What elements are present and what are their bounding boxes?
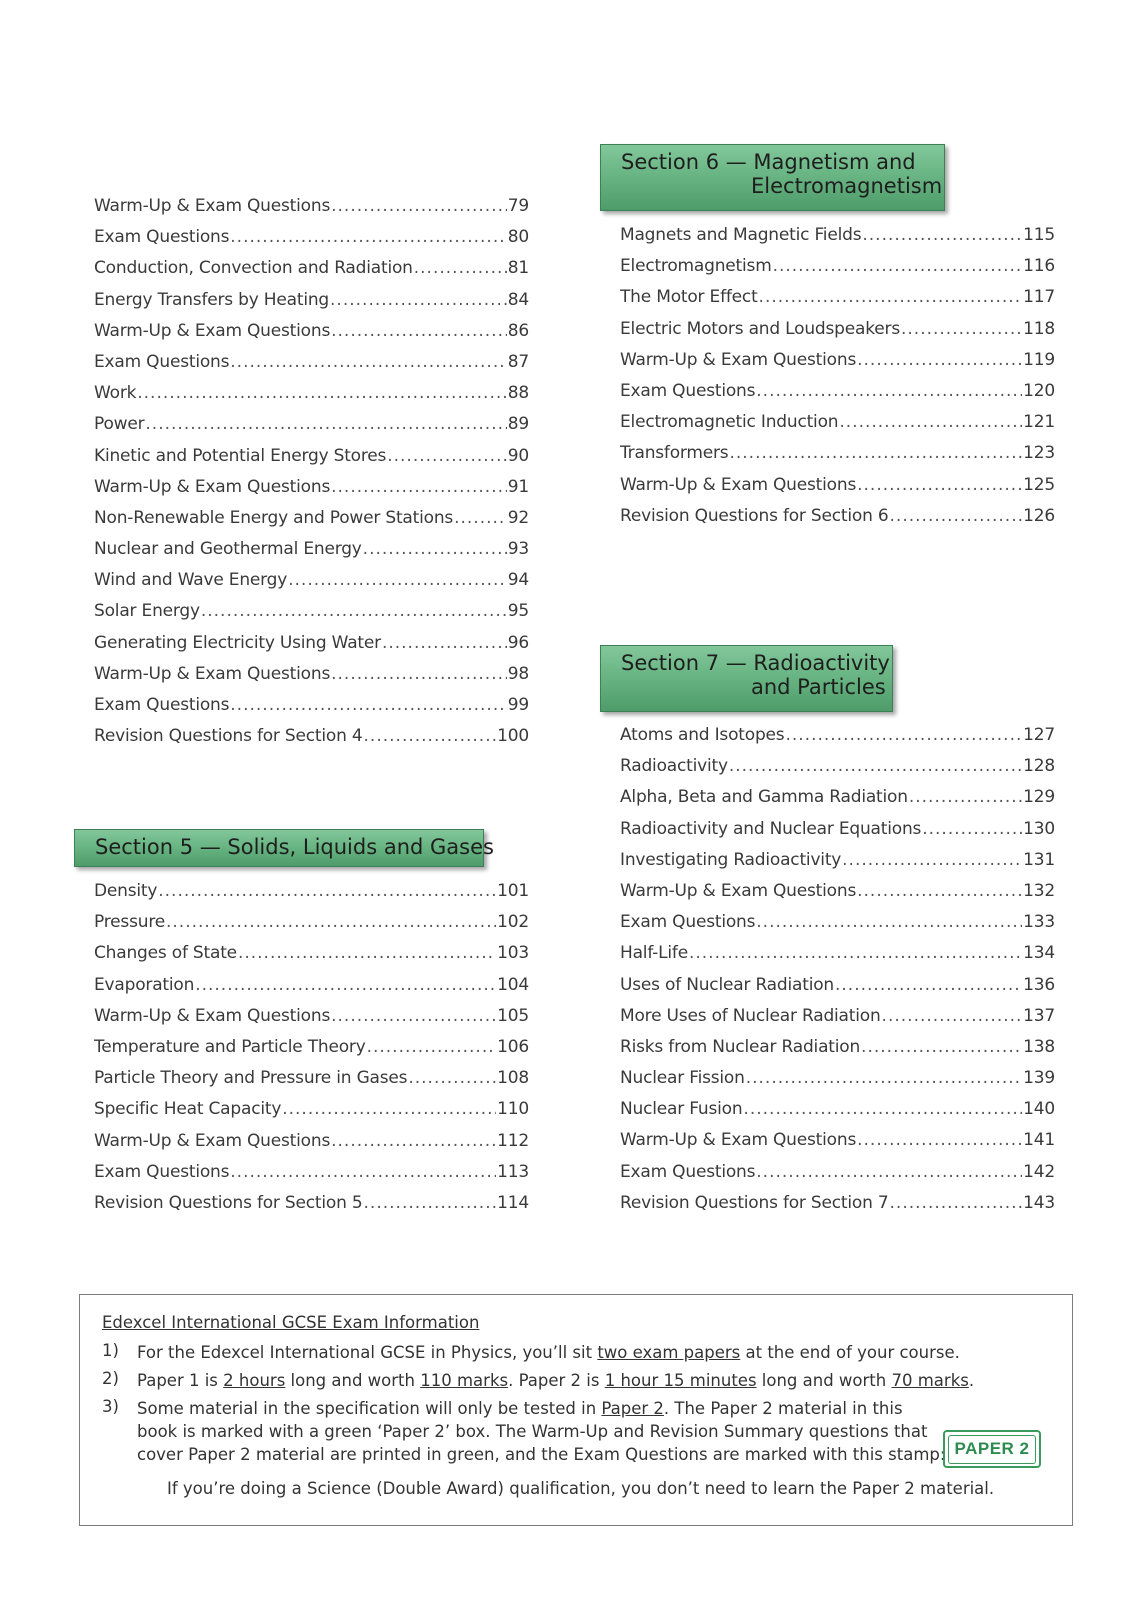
text-run: For the Edexcel International GCSE in Physics, you’ll sit <box>137 1343 598 1362</box>
toc-leader-dots <box>839 412 1022 432</box>
toc-leader-dots <box>882 1006 1023 1026</box>
toc-entry-title: Non-Renewable Energy and Power Stations <box>94 507 454 528</box>
toc-entry-title: Warm-Up & Exam Questions <box>94 476 331 497</box>
toc-leader-dots <box>414 258 507 278</box>
toc-entry <box>620 287 1055 318</box>
toc-leader-dots <box>743 1099 1022 1119</box>
toc-entry-title: Kinetic and Potential Energy Stores <box>94 445 387 466</box>
toc-entry <box>620 256 1055 287</box>
toc-entry-title: Radioactivity and Nuclear Equations <box>620 818 922 839</box>
toc-entry-title: Wind and Wave Energy <box>94 570 288 591</box>
toc-entry-title: Warm-Up & Exam Questions <box>94 1130 331 1151</box>
toc-entry-title: Revision Questions for Section 7 <box>620 1192 889 1213</box>
toc-leader-dots <box>756 381 1022 401</box>
toc-entry <box>620 225 1055 256</box>
toc-list-section7 <box>620 725 1055 1224</box>
toc-entry <box>94 1193 529 1224</box>
toc-entry <box>620 1037 1055 1068</box>
toc-entry <box>620 506 1055 537</box>
toc-entry <box>94 196 529 227</box>
toc-entry <box>94 975 529 1006</box>
toc-leader-dots <box>230 695 506 715</box>
toc-entry-title: Density <box>94 881 158 901</box>
item-number: 1) <box>102 1341 119 1360</box>
text-run: long and worth <box>756 1371 892 1390</box>
toc-entry <box>620 1068 1055 1099</box>
toc-entry <box>94 601 529 632</box>
toc-entry-page: 141 <box>1023 1130 1055 1151</box>
toc-leader-dots <box>689 943 1022 963</box>
text-run: . Paper 2 is <box>508 1371 605 1390</box>
toc-entry-page: 125 <box>1023 474 1055 495</box>
toc-leader-dots <box>387 446 507 466</box>
toc-entry-title: Exam Questions <box>94 1161 230 1182</box>
toc-entry-title: Electric Motors and Loudspeakers <box>620 318 900 339</box>
toc-entry-page: 112 <box>497 1130 529 1151</box>
toc-list-section4 <box>94 196 529 757</box>
toc-entry-page: 132 <box>1023 880 1055 901</box>
toc-leader-dots <box>230 352 506 372</box>
toc-entry <box>94 446 529 477</box>
toc-entry <box>620 319 1055 350</box>
toc-leader-dots <box>835 975 1022 995</box>
toc-leader-dots <box>890 1193 1023 1213</box>
toc-entry-page: 142 <box>1023 1161 1055 1182</box>
toc-entry <box>94 227 529 258</box>
toc-leader-dots <box>331 1006 496 1026</box>
toc-leader-dots <box>857 350 1022 370</box>
toc-entry-page: 92 <box>507 507 529 528</box>
toc-entry <box>620 881 1055 912</box>
text-run: . <box>968 1371 975 1390</box>
paper2-stamp <box>943 1430 1041 1468</box>
toc-entry-title: Changes of State <box>94 943 237 964</box>
toc-entry <box>94 1099 529 1130</box>
toc-leader-dots <box>773 256 1023 276</box>
toc-entry <box>94 477 529 508</box>
toc-entry <box>94 943 529 974</box>
toc-entry-title: Risks from Nuclear Radiation <box>620 1036 861 1057</box>
toc-entry-page: 119 <box>1023 349 1055 370</box>
item-text <box>137 1397 945 1466</box>
toc-leader-dots <box>909 787 1022 807</box>
toc-entry-page: 136 <box>1023 974 1055 995</box>
toc-leader-dots <box>729 443 1022 463</box>
toc-leader-dots <box>201 601 507 621</box>
underlined-text: 1 hour 15 minutes <box>604 1371 757 1390</box>
toc-entry <box>620 850 1055 881</box>
text-run: Some material in the specification will only be tested in <box>137 1399 602 1418</box>
toc-entry-page: 88 <box>507 383 529 404</box>
toc-entry <box>94 912 529 943</box>
underlined-text: Paper 2 <box>601 1399 664 1418</box>
toc-entry <box>94 1068 529 1099</box>
toc-entry-page: 104 <box>497 974 529 995</box>
toc-entry <box>94 414 529 445</box>
text-run: at the end of your course. <box>740 1343 960 1362</box>
toc-entry-title: Warm-Up & Exam Questions <box>620 1130 857 1151</box>
toc-entry-title: Exam Questions <box>620 380 756 401</box>
toc-entry-title: Warm-Up & Exam Questions <box>94 663 331 684</box>
toc-leader-dots <box>364 1193 497 1213</box>
toc-entry <box>620 787 1055 818</box>
toc-leader-dots <box>785 725 1022 745</box>
toc-entry-page: 130 <box>1023 818 1055 839</box>
toc-entry-page: 103 <box>497 943 529 964</box>
toc-leader-dots <box>195 975 496 995</box>
toc-leader-dots <box>382 633 507 653</box>
toc-entry-page: 99 <box>507 695 529 715</box>
exam-info-item-1 <box>102 1341 960 1364</box>
underlined-text: 110 marks <box>420 1371 509 1390</box>
toc-entry-title: Nuclear Fission <box>620 1068 745 1089</box>
toc-entry-page: 140 <box>1023 1099 1055 1120</box>
toc-entry-title: Exam Questions <box>94 695 230 715</box>
section6-heading-line1: Section 6 — Magnetism and <box>621 150 916 174</box>
toc-entry-page: 127 <box>1023 725 1055 745</box>
toc-entry-title: Transformers <box>620 443 729 464</box>
toc-leader-dots <box>408 1068 496 1088</box>
exam-info-footer: If you’re doing a Science (Double Award) qualification, you don’t need to learn the Paper 2 material. <box>167 1479 995 1498</box>
toc-entry-title: Nuclear and Geothermal Energy <box>94 539 362 560</box>
text-run: book is marked with a green ‘Paper 2’ box. The Warm-Up and Revision Summary questions that <box>137 1422 928 1441</box>
toc-entry <box>620 943 1055 974</box>
toc-leader-dots <box>842 850 1022 870</box>
toc-leader-dots <box>145 414 506 434</box>
toc-entry <box>94 726 529 757</box>
toc-entry-page: 110 <box>497 1099 529 1120</box>
toc-leader-dots <box>756 912 1022 932</box>
toc-entry-title: Alpha, Beta and Gamma Radiation <box>620 787 908 808</box>
toc-entry-title: Radioactivity <box>620 756 728 777</box>
item-text <box>137 1369 974 1392</box>
toc-entry-page: 128 <box>1023 756 1055 777</box>
text-run: long and worth <box>285 1371 421 1390</box>
toc-entry-page: 102 <box>497 912 529 933</box>
toc-leader-dots <box>857 881 1022 901</box>
text-run: cover Paper 2 material are printed in green, and the Exam Questions are marked with this stamp: <box>137 1445 946 1464</box>
toc-leader-dots <box>158 881 496 901</box>
toc-leader-dots <box>137 383 507 403</box>
toc-entry <box>620 725 1055 756</box>
toc-entry-page: 94 <box>507 570 529 591</box>
toc-leader-dots <box>756 1162 1022 1182</box>
toc-leader-dots <box>364 726 497 746</box>
toc-entry-title: Electromagnetic Induction <box>620 412 839 433</box>
toc-entry-title: Exam Questions <box>94 351 230 372</box>
toc-entry <box>620 350 1055 381</box>
toc-entry-page: 95 <box>507 601 529 622</box>
toc-entry-page: 131 <box>1023 849 1055 870</box>
text-run: Paper 1 is <box>137 1371 224 1390</box>
toc-leader-dots <box>367 1037 497 1057</box>
toc-entry-title: Half-Life <box>620 943 688 964</box>
toc-entry-title: Warm-Up & Exam Questions <box>620 474 857 495</box>
toc-entry-title: Revision Questions for Section 6 <box>620 505 889 526</box>
toc-entry-page: 121 <box>1023 412 1055 433</box>
toc-entry <box>94 633 529 664</box>
toc-entry-title: Nuclear Fusion <box>620 1099 743 1120</box>
underlined-text: two exam papers <box>597 1343 741 1362</box>
toc-leader-dots <box>230 1162 496 1182</box>
toc-entry <box>94 1162 529 1193</box>
toc-entry <box>94 383 529 414</box>
toc-entry-title: Specific Heat Capacity <box>94 1099 282 1120</box>
toc-entry <box>620 756 1055 787</box>
toc-entry <box>94 881 529 912</box>
underlined-text: 70 marks <box>891 1371 969 1390</box>
toc-entry <box>94 539 529 570</box>
toc-leader-dots <box>288 570 507 590</box>
toc-entry-title: Warm-Up & Exam Questions <box>94 320 331 341</box>
toc-entry <box>94 570 529 601</box>
toc-entry-title: Warm-Up & Exam Questions <box>94 196 331 216</box>
toc-entry-page: 126 <box>1023 505 1055 526</box>
toc-entry-page: 114 <box>497 1192 529 1213</box>
exam-info-title: Edexcel International GCSE Exam Information <box>102 1313 480 1332</box>
toc-entry <box>620 443 1055 474</box>
toc-leader-dots <box>363 539 507 559</box>
toc-entry <box>620 1099 1055 1130</box>
toc-entry <box>94 664 529 695</box>
toc-entry-title: Generating Electricity Using Water <box>94 632 381 653</box>
toc-entry-page: 86 <box>507 320 529 341</box>
toc-leader-dots <box>331 321 507 341</box>
section7-heading-line1: Section 7 — Radioactivity <box>621 651 890 675</box>
toc-leader-dots <box>282 1099 496 1119</box>
toc-entry <box>94 508 529 539</box>
toc-entry <box>620 912 1055 943</box>
toc-entry-title: Uses of Nuclear Radiation <box>620 974 834 995</box>
toc-leader-dots <box>861 1037 1022 1057</box>
toc-entry-title: Pressure <box>94 912 165 933</box>
toc-entry <box>94 1006 529 1037</box>
toc-section5-column <box>94 881 529 1224</box>
toc-entry-title: Temperature and Particle Theory <box>94 1036 366 1057</box>
toc-leader-dots <box>166 912 496 932</box>
toc-section7-column <box>620 725 1055 1224</box>
toc-entry-page: 143 <box>1023 1192 1055 1213</box>
text-run: . The Paper 2 material in this <box>663 1399 903 1418</box>
toc-entry <box>620 412 1055 443</box>
toc-entry-page: 90 <box>507 445 529 466</box>
toc-entry <box>620 475 1055 506</box>
toc-entry-page: 101 <box>497 881 529 901</box>
toc-entry-title: Magnets and Magnetic Fields <box>620 225 862 245</box>
toc-entry-page: 133 <box>1023 912 1055 933</box>
toc-entry-page: 84 <box>507 289 529 310</box>
toc-entry-page: 93 <box>507 539 529 560</box>
toc-entry-page: 113 <box>497 1161 529 1182</box>
toc-leader-dots <box>857 1130 1022 1150</box>
toc-entry-title: Revision Questions for Section 4 <box>94 726 363 747</box>
paper2-stamp-label: PAPER 2 <box>948 1435 1036 1464</box>
toc-entry-page: 138 <box>1023 1036 1055 1057</box>
toc-entry-page: 105 <box>497 1005 529 1026</box>
toc-entry <box>94 695 529 726</box>
toc-entry-title: Exam Questions <box>620 912 756 933</box>
toc-entry-page: 98 <box>507 663 529 684</box>
toc-entry-page: 137 <box>1023 1005 1055 1026</box>
toc-entry-title: Revision Questions for Section 5 <box>94 1192 363 1213</box>
toc-entry-page: 87 <box>507 351 529 372</box>
toc-leader-dots <box>331 196 507 216</box>
toc-entry <box>94 321 529 352</box>
toc-entry-page: 79 <box>507 196 529 216</box>
toc-entry-title: Power <box>94 414 145 435</box>
toc-leader-dots <box>331 664 507 684</box>
toc-entry-page: 116 <box>1023 256 1055 277</box>
section6-heading-box <box>600 144 945 211</box>
toc-entry-page: 89 <box>507 414 529 435</box>
toc-entry-title: Warm-Up & Exam Questions <box>620 349 857 370</box>
section5-heading-box <box>74 829 494 867</box>
toc-leader-dots <box>330 290 507 310</box>
toc-entry-title: Work <box>94 383 137 404</box>
toc-leader-dots <box>857 475 1022 495</box>
toc-entry-title: Solar Energy <box>94 601 200 622</box>
toc-entry-title: Exam Questions <box>620 1161 756 1182</box>
toc-entry-page: 118 <box>1023 318 1055 339</box>
toc-entry <box>620 1193 1055 1224</box>
section5-heading: Section 5 — Solids, Liquids and Gases <box>95 835 494 859</box>
toc-entry-page: 106 <box>497 1036 529 1057</box>
toc-entry-page: 139 <box>1023 1068 1055 1089</box>
toc-entry-page: 134 <box>1023 943 1055 964</box>
toc-entry-title: Investigating Radioactivity <box>620 849 842 870</box>
toc-entry-page: 96 <box>507 632 529 653</box>
toc-entry <box>94 258 529 289</box>
toc-leader-dots <box>746 1068 1022 1088</box>
toc-leader-dots <box>238 943 496 963</box>
toc-leader-dots <box>230 227 506 247</box>
exam-info-box <box>79 1294 1073 1526</box>
item-text <box>137 1341 960 1364</box>
underlined-text: 2 hours <box>223 1371 286 1390</box>
section7-heading-box <box>600 645 893 712</box>
toc-entry-title: Evaporation <box>94 974 195 995</box>
toc-leader-dots <box>890 506 1023 526</box>
toc-entry-title: Exam Questions <box>94 227 230 248</box>
exam-info-item-3 <box>102 1397 945 1466</box>
toc-entry-title: Conduction, Convection and Radiation <box>94 258 413 279</box>
exam-info-item-2 <box>102 1369 974 1392</box>
toc-entry <box>94 352 529 383</box>
toc-leader-dots <box>862 225 1022 245</box>
toc-entry-page: 91 <box>507 476 529 497</box>
toc-entry-title: Atoms and Isotopes <box>620 725 785 745</box>
toc-entry-page: 115 <box>1023 225 1055 245</box>
toc-entry <box>94 290 529 321</box>
toc-entry-page: 117 <box>1023 287 1055 308</box>
toc-entry-title: Particle Theory and Pressure in Gases <box>94 1068 408 1089</box>
toc-entry-title: Electromagnetism <box>620 256 772 277</box>
section6-heading-line2: Electromagnetism <box>751 174 943 198</box>
toc-entry <box>620 819 1055 850</box>
toc-section6-column <box>620 225 1055 537</box>
toc-entry <box>94 1037 529 1068</box>
toc-leader-dots <box>922 819 1022 839</box>
toc-leader-dots <box>331 1131 496 1151</box>
toc-entry <box>94 1131 529 1162</box>
item-number: 3) <box>102 1397 119 1416</box>
toc-entry <box>620 1162 1055 1193</box>
toc-leader-dots <box>901 319 1022 339</box>
toc-entry <box>620 1006 1055 1037</box>
toc-entry-page: 100 <box>497 726 529 747</box>
item-number: 2) <box>102 1369 119 1388</box>
toc-leader-dots <box>454 508 507 528</box>
toc-entry-title: More Uses of Nuclear Radiation <box>620 1005 881 1026</box>
toc-list-section6 <box>620 225 1055 537</box>
toc-left-column <box>94 196 529 757</box>
toc-leader-dots <box>759 287 1023 307</box>
toc-entry <box>620 975 1055 1006</box>
toc-entry-title: Warm-Up & Exam Questions <box>94 1005 331 1026</box>
toc-entry-title: Warm-Up & Exam Questions <box>620 880 857 901</box>
toc-entry-title: Energy Transfers by Heating <box>94 289 330 310</box>
toc-entry-page: 120 <box>1023 380 1055 401</box>
section7-heading-line2: and Particles <box>751 675 886 699</box>
toc-entry <box>620 381 1055 412</box>
toc-entry-page: 81 <box>507 258 529 279</box>
toc-entry-title: The Motor Effect <box>620 287 758 308</box>
toc-list-section5 <box>94 881 529 1224</box>
toc-entry-page: 123 <box>1023 443 1055 464</box>
toc-entry-page: 129 <box>1023 787 1055 808</box>
toc-leader-dots <box>331 477 507 497</box>
toc-entry-page: 80 <box>507 227 529 248</box>
toc-leader-dots <box>729 756 1022 776</box>
toc-entry <box>620 1130 1055 1161</box>
toc-entry-page: 108 <box>497 1068 529 1089</box>
